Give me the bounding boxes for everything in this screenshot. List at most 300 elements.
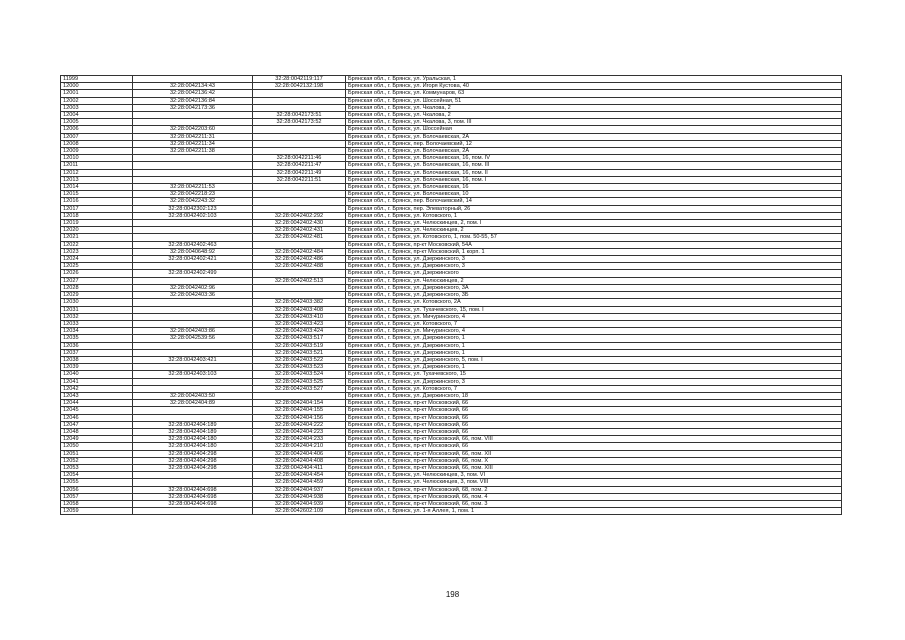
land-cadastral-number-cell: 32:28:0042403:86 <box>133 328 253 335</box>
land-cadastral-number-cell: 32:28:0042211:38 <box>133 148 253 155</box>
table-row <box>61 241 842 248</box>
land-cadastral-number-cell <box>133 306 253 313</box>
object-cadastral-number-cell <box>253 148 346 155</box>
row-number-cell: 12024 <box>61 256 133 263</box>
table-row <box>61 184 842 191</box>
address-cell: Брянская обл., г. Брянск, пр-кт Московский, 66 <box>346 407 842 414</box>
row-number-cell: 12004 <box>61 112 133 119</box>
land-cadastral-number-cell: 32:28:0042404:180 <box>133 443 253 450</box>
object-cadastral-number-cell <box>253 205 346 212</box>
row-number-cell: 12038 <box>61 356 133 363</box>
table-row <box>61 428 842 435</box>
address-cell: Брянская обл., г. Брянск, пр-кт Московский, 66, пом. 3 <box>346 500 842 507</box>
row-number-cell: 12036 <box>61 342 133 349</box>
address-cell: Брянская обл., г. Брянск, пр-кт Московский, 66, пом. XIII <box>346 464 842 471</box>
row-number-cell: 12037 <box>61 349 133 356</box>
row-number-cell: 12031 <box>61 306 133 313</box>
object-cadastral-number-cell <box>253 191 346 198</box>
land-cadastral-number-cell: 32:28:0042402:499 <box>133 270 253 277</box>
address-cell: Брянская обл., г. Брянск, ул. Волочаевская, 16, пом. I <box>346 176 842 183</box>
row-number-cell: 12035 <box>61 335 133 342</box>
land-cadastral-number-cell <box>133 364 253 371</box>
object-cadastral-number-cell: 32:28:0042403:424 <box>253 328 346 335</box>
row-number-cell: 12057 <box>61 493 133 500</box>
land-cadastral-number-cell <box>133 479 253 486</box>
row-number-cell: 12013 <box>61 176 133 183</box>
address-cell: Брянская обл., г. Брянск, ул. Уральская, 1 <box>346 76 842 83</box>
row-number-cell: 12005 <box>61 119 133 126</box>
address-cell: Брянская обл., г. Брянск, ул. Челюскинцев, 2 <box>346 277 842 284</box>
address-cell: Брянская обл., г. Брянск, пр-кт Московский, 66 <box>346 421 842 428</box>
table-row <box>61 450 842 457</box>
address-cell: Брянская обл., г. Брянск, ул. Волочаевская, 16, пом. IV <box>346 155 842 162</box>
object-cadastral-number-cell <box>253 392 346 399</box>
object-cadastral-number-cell: 32:28:0042402:292 <box>253 212 346 219</box>
table-row <box>61 349 842 356</box>
row-number-cell: 12026 <box>61 270 133 277</box>
address-cell: Брянская обл., г. Брянск, ул. Волочаевская, 2А <box>346 133 842 140</box>
table-row <box>61 148 842 155</box>
land-cadastral-number-cell <box>133 320 253 327</box>
table-row <box>61 479 842 486</box>
table-row <box>61 155 842 162</box>
table-row <box>61 97 842 104</box>
table-row <box>61 169 842 176</box>
row-number-cell: 12021 <box>61 234 133 241</box>
land-cadastral-number-cell: 32:28:0042403:36 <box>133 292 253 299</box>
land-cadastral-number-cell: 32:28:0042404:89 <box>133 400 253 407</box>
address-cell: Брянская обл., г. Брянск, ул. Котовского, 7 <box>346 385 842 392</box>
land-cadastral-number-cell <box>133 263 253 270</box>
address-cell: Брянская обл., г. Брянск, ул. Шоссейная <box>346 126 842 133</box>
land-cadastral-number-cell: 32:28:0042302:123 <box>133 205 253 212</box>
land-cadastral-number-cell: 32:28:0042173:36 <box>133 104 253 111</box>
address-cell: Брянская обл., г. Брянск, пр-кт Московский, 66 <box>346 414 842 421</box>
row-number-cell: 12009 <box>61 148 133 155</box>
table-row <box>61 320 842 327</box>
address-cell: Брянская обл., г. Брянск, ул. Котовского, 1, пом. 50-55, 57 <box>346 234 842 241</box>
land-cadastral-number-cell: 32:28:0042211:34 <box>133 140 253 147</box>
address-cell: Брянская обл., г. Брянск, ул. Тухачевского, 15, пом. I <box>346 306 842 313</box>
row-number-cell: 12056 <box>61 486 133 493</box>
table-row <box>61 342 842 349</box>
table-row <box>61 76 842 83</box>
row-number-cell: 12053 <box>61 464 133 471</box>
land-cadastral-number-cell <box>133 234 253 241</box>
land-cadastral-number-cell <box>133 299 253 306</box>
row-number-cell: 12029 <box>61 292 133 299</box>
object-cadastral-number-cell: 32:28:0042119:117 <box>253 76 346 83</box>
land-cadastral-number-cell: 32:28:0042402:421 <box>133 256 253 263</box>
table-row <box>61 356 842 363</box>
address-cell: Брянская обл., г. Брянск, ул. Чкалова, 2 <box>346 104 842 111</box>
address-cell: Брянская обл., г. Брянск, ул. Мичуринского, 4 <box>346 328 842 335</box>
land-cadastral-number-cell: 32:28:0042404:180 <box>133 436 253 443</box>
address-cell: Брянская обл., г. Брянск, ул. Дзержинского, 1 <box>346 335 842 342</box>
land-cadastral-number-cell: 32:28:0042136:84 <box>133 97 253 104</box>
address-cell: Брянская обл., г. Брянск, ул. Дзержинского, 3 <box>346 378 842 385</box>
land-cadastral-number-cell <box>133 112 253 119</box>
row-number-cell: 12011 <box>61 162 133 169</box>
land-cadastral-number-cell <box>133 119 253 126</box>
row-number-cell: 12043 <box>61 392 133 399</box>
row-number-cell: 12059 <box>61 508 133 515</box>
land-cadastral-number-cell <box>133 407 253 414</box>
object-cadastral-number-cell: 32:28:0042403:382 <box>253 299 346 306</box>
table-row <box>61 112 842 119</box>
land-cadastral-number-cell: 32:28:0042404:189 <box>133 428 253 435</box>
object-cadastral-number-cell: 32:28:0042132:198 <box>253 83 346 90</box>
object-cadastral-number-cell: 32:28:0042403:521 <box>253 349 346 356</box>
table-row <box>61 436 842 443</box>
row-number-cell: 12051 <box>61 450 133 457</box>
row-number-cell: 12022 <box>61 241 133 248</box>
row-number-cell: 12058 <box>61 500 133 507</box>
address-cell: Брянская обл., г. Брянск, пр-кт Московский, 66, пом. X <box>346 457 842 464</box>
row-number-cell: 12007 <box>61 133 133 140</box>
land-cadastral-number-cell <box>133 472 253 479</box>
address-cell: Брянская обл., г. Брянск, ул. Дзержинского <box>346 270 842 277</box>
table-row <box>61 198 842 205</box>
table-row <box>61 392 842 399</box>
row-number-cell: 12000 <box>61 83 133 90</box>
address-cell: Брянская обл., г. Брянск, ул. Котовского, 7 <box>346 320 842 327</box>
address-cell: Брянская обл., г. Брянск, пр-кт Московский, 1 корп. 1 <box>346 248 842 255</box>
object-cadastral-number-cell: 32:28:0042211:46 <box>253 155 346 162</box>
land-cadastral-number-cell: 32:28:0042403:50 <box>133 392 253 399</box>
table-row <box>61 284 842 291</box>
object-cadastral-number-cell <box>253 241 346 248</box>
land-cadastral-number-cell: 32:28:0042211:53 <box>133 184 253 191</box>
address-cell: Брянская обл., г. Брянск, пр-кт Московский, 66, пом. XII <box>346 450 842 457</box>
land-cadastral-number-cell <box>133 155 253 162</box>
table-row <box>61 371 842 378</box>
table-row <box>61 126 842 133</box>
object-cadastral-number-cell: 32:28:0042404:156 <box>253 414 346 421</box>
row-number-cell: 12012 <box>61 169 133 176</box>
land-cadastral-number-cell <box>133 385 253 392</box>
land-cadastral-number-cell <box>133 342 253 349</box>
row-number-cell: 12003 <box>61 104 133 111</box>
table-body <box>61 76 842 515</box>
row-number-cell: 12019 <box>61 220 133 227</box>
table-row <box>61 140 842 147</box>
object-cadastral-number-cell <box>253 284 346 291</box>
address-cell: Брянская обл., г. Брянск, ул. Игоря Кустова, 40 <box>346 83 842 90</box>
row-number-cell: 12020 <box>61 227 133 234</box>
table-row <box>61 133 842 140</box>
table-row <box>61 400 842 407</box>
object-cadastral-number-cell: 32:28:0042404:223 <box>253 428 346 435</box>
row-number-cell: 12018 <box>61 212 133 219</box>
table-row <box>61 493 842 500</box>
table-row <box>61 83 842 90</box>
object-cadastral-number-cell: 32:28:0042404:406 <box>253 450 346 457</box>
cadastral-table <box>60 75 842 515</box>
land-cadastral-number-cell: 32:28:0042243:32 <box>133 198 253 205</box>
address-cell: Брянская обл., г. Брянск, ул. Котовского, 1 <box>346 212 842 219</box>
land-cadastral-number-cell: 32:28:0042403:421 <box>133 356 253 363</box>
address-cell: Брянская обл., г. Брянск, пр-кт Московский, 54А <box>346 241 842 248</box>
table-row <box>61 227 842 234</box>
object-cadastral-number-cell: 32:28:0042402:484 <box>253 248 346 255</box>
table-row <box>61 414 842 421</box>
object-cadastral-number-cell: 32:28:0042403:410 <box>253 313 346 320</box>
land-cadastral-number-cell: 32:28:0042218:23 <box>133 191 253 198</box>
row-number-cell: 12017 <box>61 205 133 212</box>
address-cell: Брянская обл., г. Брянск, пер. Волочаевский, 12 <box>346 140 842 147</box>
object-cadastral-number-cell <box>253 198 346 205</box>
object-cadastral-number-cell: 32:28:0042211:47 <box>253 162 346 169</box>
object-cadastral-number-cell <box>253 270 346 277</box>
object-cadastral-number-cell: 32:28:0042402:481 <box>253 234 346 241</box>
row-number-cell: 12023 <box>61 248 133 255</box>
object-cadastral-number-cell: 32:28:0042404:154 <box>253 400 346 407</box>
table-row <box>61 220 842 227</box>
address-cell: Брянская обл., г. Брянск, ул. Челюскинцев, 2 <box>346 227 842 234</box>
address-cell: Брянская обл., г. Брянск, ул. Чкалова, 3, пом. III <box>346 119 842 126</box>
object-cadastral-number-cell: 32:28:0042404:459 <box>253 479 346 486</box>
table-row <box>61 472 842 479</box>
object-cadastral-number-cell: 32:28:0042404:155 <box>253 407 346 414</box>
table-row <box>61 162 842 169</box>
object-cadastral-number-cell <box>253 140 346 147</box>
table-row <box>61 256 842 263</box>
table-row <box>61 299 842 306</box>
land-cadastral-number-cell: 32:28:0042211:31 <box>133 133 253 140</box>
object-cadastral-number-cell: 32:28:0042404:411 <box>253 464 346 471</box>
table-row <box>61 270 842 277</box>
object-cadastral-number-cell: 32:28:0042404:937 <box>253 486 346 493</box>
object-cadastral-number-cell: 32:28:0042402:513 <box>253 277 346 284</box>
row-number-cell: 12045 <box>61 407 133 414</box>
row-number-cell: 12028 <box>61 284 133 291</box>
object-cadastral-number-cell: 32:28:0042403:408 <box>253 306 346 313</box>
row-number-cell: 12025 <box>61 263 133 270</box>
address-cell: Брянская обл., г. Брянск, ул. Дзержинского, 3А <box>346 284 842 291</box>
row-number-cell: 12010 <box>61 155 133 162</box>
object-cadastral-number-cell <box>253 104 346 111</box>
row-number-cell: 12008 <box>61 140 133 147</box>
address-cell: Брянская обл., г. Брянск, ул. Волочаевская, 2А <box>346 148 842 155</box>
land-cadastral-number-cell <box>133 378 253 385</box>
object-cadastral-number-cell: 32:28:0042404:939 <box>253 500 346 507</box>
table-row <box>61 443 842 450</box>
object-cadastral-number-cell: 32:28:0042173:52 <box>253 119 346 126</box>
row-number-cell: 12042 <box>61 385 133 392</box>
object-cadastral-number-cell: 32:28:0042403:423 <box>253 320 346 327</box>
object-cadastral-number-cell: 32:28:0042404:233 <box>253 436 346 443</box>
address-cell: Брянская обл., г. Брянск, пр-кт Московский, 66, пом. 4 <box>346 493 842 500</box>
table-row <box>61 313 842 320</box>
land-cadastral-number-cell <box>133 277 253 284</box>
row-number-cell: 12052 <box>61 457 133 464</box>
land-cadastral-number-cell: 32:28:0040648:92 <box>133 248 253 255</box>
object-cadastral-number-cell: 32:28:0042403:523 <box>253 364 346 371</box>
object-cadastral-number-cell: 32:28:0042211:51 <box>253 176 346 183</box>
address-cell: Брянская обл., г. Брянск, пр-кт Московский, 66 <box>346 443 842 450</box>
row-number-cell: 12039 <box>61 364 133 371</box>
table-row <box>61 248 842 255</box>
address-cell: Брянская обл., г. Брянск, ул. Дзержинского, 1 <box>346 349 842 356</box>
table-row <box>61 500 842 507</box>
object-cadastral-number-cell: 32:28:0042173:51 <box>253 112 346 119</box>
land-cadastral-number-cell: 32:28:0042404:698 <box>133 486 253 493</box>
address-cell: Брянская обл., г. Брянск, ул. Дзержинского, 5, пом. I <box>346 356 842 363</box>
row-number-cell: 12041 <box>61 378 133 385</box>
row-number-cell: 12047 <box>61 421 133 428</box>
table-row <box>61 407 842 414</box>
address-cell: Брянская обл., г. Брянск, ул. Шоссейная, 51 <box>346 97 842 104</box>
table-row <box>61 176 842 183</box>
land-cadastral-number-cell: 32:28:0042539:56 <box>133 335 253 342</box>
address-cell: Брянская обл., г. Брянск, ул. Чкалова, 2 <box>346 112 842 119</box>
object-cadastral-number-cell: 32:28:0042402:488 <box>253 263 346 270</box>
land-cadastral-number-cell: 32:28:0042404:298 <box>133 457 253 464</box>
object-cadastral-number-cell: 32:28:0042404:454 <box>253 472 346 479</box>
row-number-cell: 12046 <box>61 414 133 421</box>
table-row <box>61 385 842 392</box>
table-row <box>61 464 842 471</box>
land-cadastral-number-cell: 32:28:0042203:60 <box>133 126 253 133</box>
table-row <box>61 508 842 515</box>
table-row <box>61 263 842 270</box>
land-cadastral-number-cell: 32:28:0042404:298 <box>133 450 253 457</box>
address-cell: Брянская обл., г. Брянск, ул. Дзержинского, 3 <box>346 263 842 270</box>
object-cadastral-number-cell: 32:28:0042404:408 <box>253 457 346 464</box>
object-cadastral-number-cell: 32:28:0042403:527 <box>253 385 346 392</box>
address-cell: Брянская обл., г. Брянск, ул. Челюскинцев, 3, пом. VIII <box>346 479 842 486</box>
table-row <box>61 378 842 385</box>
object-cadastral-number-cell <box>253 97 346 104</box>
land-cadastral-number-cell <box>133 76 253 83</box>
land-cadastral-number-cell: 32:28:0042404:698 <box>133 500 253 507</box>
address-cell: Брянская обл., г. Брянск, пр-кт Московский, 66 <box>346 400 842 407</box>
address-cell: Брянская обл., г. Брянск, ул. Челюскинцев, 3, пом. VI <box>346 472 842 479</box>
address-cell: Брянская обл., г. Брянск, ул. Тухачевского, 15 <box>346 371 842 378</box>
table-row <box>61 292 842 299</box>
row-number-cell: 12044 <box>61 400 133 407</box>
table-row <box>61 457 842 464</box>
row-number-cell: 12016 <box>61 198 133 205</box>
land-cadastral-number-cell: 32:28:0042136:42 <box>133 90 253 97</box>
address-cell: Брянская обл., г. Брянск, ул. Дзержинского, 3Б <box>346 292 842 299</box>
row-number-cell: 12033 <box>61 320 133 327</box>
table-row <box>61 306 842 313</box>
address-cell: Брянская обл., г. Брянск, ул. Волочаевская, 10 <box>346 191 842 198</box>
object-cadastral-number-cell: 32:28:0042602:109 <box>253 508 346 515</box>
land-cadastral-number-cell <box>133 220 253 227</box>
land-cadastral-number-cell <box>133 169 253 176</box>
object-cadastral-number-cell: 32:28:0042404:938 <box>253 493 346 500</box>
address-cell: Брянская обл., г. Брянск, ул. Волочаевская, 16, пом. II <box>346 169 842 176</box>
row-number-cell: 12027 <box>61 277 133 284</box>
object-cadastral-number-cell: 32:28:0042403:517 <box>253 335 346 342</box>
table-row <box>61 205 842 212</box>
object-cadastral-number-cell <box>253 133 346 140</box>
table-row <box>61 486 842 493</box>
land-cadastral-number-cell: 32:28:0042402:463 <box>133 241 253 248</box>
address-cell: Брянская обл., г. Брянск, ул. 1-я Аллея, 1, пом. 1 <box>346 508 842 515</box>
table-row <box>61 90 842 97</box>
address-cell: Брянская обл., г. Брянск, пер. Элеваторный, 26 <box>346 205 842 212</box>
address-cell: Брянская обл., г. Брянск, пер. Волочаевский, 14 <box>346 198 842 205</box>
table-row <box>61 421 842 428</box>
land-cadastral-number-cell: 32:28:0042402:103 <box>133 212 253 219</box>
table-row <box>61 328 842 335</box>
object-cadastral-number-cell <box>253 292 346 299</box>
address-cell: Брянская обл., г. Брянск, ул. Дзержинского, 1 <box>346 364 842 371</box>
address-cell: Брянская обл., г. Брянск, ул. Челюскинцев, 2, пом. I <box>346 220 842 227</box>
row-number-cell: 12001 <box>61 90 133 97</box>
object-cadastral-number-cell <box>253 184 346 191</box>
address-cell: Брянская обл., г. Брянск, пр-кт Московский, 66, пом. VIII <box>346 436 842 443</box>
land-cadastral-number-cell: 32:28:0042404:298 <box>133 464 253 471</box>
row-number-cell: 12032 <box>61 313 133 320</box>
address-cell: Брянская обл., г. Брянск, пр-кт Московский, 66 <box>346 428 842 435</box>
object-cadastral-number-cell <box>253 90 346 97</box>
table-row <box>61 212 842 219</box>
land-cadastral-number-cell: 32:28:0042404:698 <box>133 493 253 500</box>
land-cadastral-number-cell: 32:28:0042404:189 <box>133 421 253 428</box>
land-cadastral-number-cell: 32:28:0042403:103 <box>133 371 253 378</box>
object-cadastral-number-cell: 32:28:0042211:49 <box>253 169 346 176</box>
object-cadastral-number-cell: 32:28:0042403:524 <box>253 371 346 378</box>
address-cell: Брянская обл., г. Брянск, ул. Дзержинского, 3 <box>346 256 842 263</box>
object-cadastral-number-cell: 32:28:0042403:519 <box>253 342 346 349</box>
row-number-cell: 12030 <box>61 299 133 306</box>
land-cadastral-number-cell <box>133 227 253 234</box>
table-row <box>61 335 842 342</box>
address-cell: Брянская обл., г. Брянск, ул. Дзержинского, 1 <box>346 342 842 349</box>
object-cadastral-number-cell: 32:28:0042404:210 <box>253 443 346 450</box>
address-cell: Брянская обл., г. Брянск, ул. Волочаевская, 16 <box>346 184 842 191</box>
address-cell: Брянская обл., г. Брянск, ул. Волочаевская, 16, пом. III <box>346 162 842 169</box>
land-cadastral-number-cell: 32:28:0042134:43 <box>133 83 253 90</box>
row-number-cell: 12054 <box>61 472 133 479</box>
table-row <box>61 191 842 198</box>
row-number-cell: 12055 <box>61 479 133 486</box>
address-cell: Брянская обл., г. Брянск, ул. Котовского, 2А <box>346 299 842 306</box>
table-row <box>61 364 842 371</box>
land-cadastral-number-cell <box>133 162 253 169</box>
row-number-cell: 12014 <box>61 184 133 191</box>
object-cadastral-number-cell: 32:28:0042402:486 <box>253 256 346 263</box>
object-cadastral-number-cell: 32:28:0042404:222 <box>253 421 346 428</box>
row-number-cell: 12040 <box>61 371 133 378</box>
address-cell: Брянская обл., г. Брянск, пр-кт Московский, 68, пом. 2 <box>346 486 842 493</box>
address-cell: Брянская обл., г. Брянск, ул. Дзержинского, 18 <box>346 392 842 399</box>
object-cadastral-number-cell: 32:28:0042403:525 <box>253 378 346 385</box>
table-row <box>61 119 842 126</box>
land-cadastral-number-cell <box>133 349 253 356</box>
row-number-cell: 12002 <box>61 97 133 104</box>
row-number-cell: 12015 <box>61 191 133 198</box>
row-number-cell: 12006 <box>61 126 133 133</box>
land-cadastral-number-cell <box>133 414 253 421</box>
table-row <box>61 277 842 284</box>
row-number-cell: 12048 <box>61 428 133 435</box>
object-cadastral-number-cell: 32:28:0042402:430 <box>253 220 346 227</box>
land-cadastral-number-cell <box>133 508 253 515</box>
land-cadastral-number-cell <box>133 313 253 320</box>
page-number: 198 <box>445 590 460 599</box>
row-number-cell: 11999 <box>61 76 133 83</box>
land-cadastral-number-cell: 32:28:0042402:96 <box>133 284 253 291</box>
row-number-cell: 12050 <box>61 443 133 450</box>
table-row <box>61 104 842 111</box>
address-cell: Брянская обл., г. Брянск, ул. Мичуринского, 4 <box>346 313 842 320</box>
